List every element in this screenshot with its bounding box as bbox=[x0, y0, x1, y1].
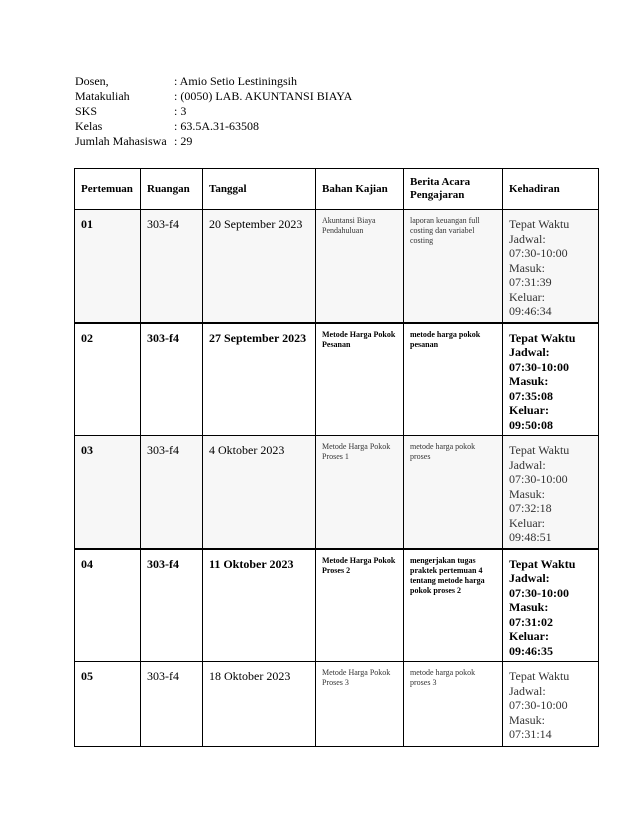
attendance-table bbox=[74, 168, 599, 747]
header-pertemuan: Pertemuan bbox=[75, 169, 141, 210]
masuk-value: 07:35:08 bbox=[509, 388, 553, 403]
table-row bbox=[75, 662, 599, 747]
sks-row bbox=[75, 104, 352, 119]
dosen-label: Dosen, bbox=[75, 74, 109, 88]
kehadiran-cell bbox=[503, 436, 599, 549]
kehadiran-cell bbox=[503, 210, 599, 323]
berita-cell: mengerjakan tugas praktek pertemuan 4 tentang metode harga pokok proses 2 bbox=[404, 549, 503, 662]
jadwal-label: Jadwal: bbox=[509, 457, 546, 472]
ruangan-cell: 303-f4 bbox=[141, 436, 203, 549]
status-text: Tepat Waktu bbox=[509, 217, 570, 231]
jadwal-value: 07:30-10:00 bbox=[509, 246, 568, 260]
keluar-value: 09:48:51 bbox=[509, 530, 552, 544]
masuk-value: 07:31:14 bbox=[509, 727, 552, 741]
keluar-label: Keluar: bbox=[509, 403, 549, 417]
pertemuan-cell: 04 bbox=[75, 549, 141, 662]
sks-value: : 3 bbox=[174, 104, 187, 118]
jumlah-value: : 29 bbox=[174, 134, 193, 148]
tanggal-cell: 27 September 2023 bbox=[203, 323, 316, 436]
kelas-label: Kelas bbox=[75, 119, 103, 133]
jadwal-value: 07:30-10:00 bbox=[509, 585, 569, 600]
berita-cell: metode harga pokok proses bbox=[404, 436, 503, 549]
tanggal-cell: 20 September 2023 bbox=[203, 210, 316, 323]
masuk-label: Masuk: bbox=[509, 600, 549, 614]
header-tanggal: Tanggal bbox=[203, 169, 316, 210]
ruangan-cell: 303-f4 bbox=[141, 549, 203, 662]
header-bahan-kajian: Bahan Kajian bbox=[316, 169, 404, 210]
masuk-label: Masuk: bbox=[509, 374, 549, 388]
berita-cell: laporan keuangan full costing dan variabel costing bbox=[404, 210, 503, 323]
jadwal-label: Jadwal: bbox=[509, 345, 550, 359]
ruangan-cell: 303-f4 bbox=[141, 323, 203, 436]
table-header-row bbox=[75, 169, 599, 210]
table-row bbox=[75, 323, 599, 436]
pertemuan-cell: 02 bbox=[75, 323, 141, 436]
keluar-label: Keluar: bbox=[509, 515, 545, 530]
masuk-value: 07:31:39 bbox=[509, 275, 552, 289]
status-text: Tepat Waktu bbox=[509, 330, 576, 345]
tanggal-cell: 11 Oktober 2023 bbox=[203, 549, 316, 662]
keluar-label: Keluar: bbox=[509, 289, 545, 304]
header-kehadiran: Kehadiran bbox=[503, 169, 599, 210]
dosen-value: : Amio Setio Lestiningsih bbox=[174, 74, 298, 88]
course-info bbox=[75, 74, 352, 149]
kehadiran-cell bbox=[503, 662, 599, 747]
pertemuan-cell: 05 bbox=[75, 662, 141, 747]
keluar-label: Keluar: bbox=[509, 629, 549, 643]
jadwal-label: Jadwal: bbox=[509, 231, 546, 246]
table-row bbox=[75, 436, 599, 549]
bahan-cell: Akuntansi Biaya Pendahuluan bbox=[316, 210, 404, 323]
bahan-cell: Metode Harga Pokok Proses 3 bbox=[316, 662, 404, 747]
jadwal-value: 07:30-10:00 bbox=[509, 359, 569, 374]
bahan-cell: Metode Harga Pokok Proses 1 bbox=[316, 436, 404, 549]
status-text: Tepat Waktu bbox=[509, 443, 570, 457]
header-berita-acara: Berita Acara Pengajaran bbox=[404, 169, 503, 210]
matakuliah-label: Matakuliah bbox=[75, 89, 130, 103]
masuk-label: Masuk: bbox=[509, 712, 545, 727]
kehadiran-cell bbox=[503, 549, 599, 662]
masuk-value: 07:31:02 bbox=[509, 614, 553, 629]
keluar-value: 09:50:08 bbox=[509, 417, 553, 432]
sks-label: SKS bbox=[75, 104, 98, 118]
bahan-cell: Metode Harga Pokok Proses 2 bbox=[316, 549, 404, 662]
status-text: Tepat Waktu bbox=[509, 669, 570, 683]
table-row bbox=[75, 210, 599, 323]
header-ruangan: Ruangan bbox=[141, 169, 203, 210]
berita-cell: metode harga pokok pesanan bbox=[404, 323, 503, 436]
pertemuan-cell: 03 bbox=[75, 436, 141, 549]
status-text: Tepat Waktu bbox=[509, 556, 576, 571]
tanggal-cell: 4 Oktober 2023 bbox=[203, 436, 316, 549]
table-row bbox=[75, 549, 599, 662]
dosen-row bbox=[75, 74, 352, 89]
keluar-value: 09:46:35 bbox=[509, 643, 553, 658]
kelas-value: : 63.5A.31-63508 bbox=[174, 119, 259, 133]
tanggal-cell: 18 Oktober 2023 bbox=[203, 662, 316, 747]
pertemuan-cell: 01 bbox=[75, 210, 141, 323]
berita-cell: metode harga pokok proses 3 bbox=[404, 662, 503, 747]
ruangan-cell: 303-f4 bbox=[141, 210, 203, 323]
masuk-value: 07:32:18 bbox=[509, 501, 552, 515]
keluar-value: 09:46:34 bbox=[509, 304, 552, 318]
jadwal-value: 07:30-10:00 bbox=[509, 698, 568, 712]
jadwal-label: Jadwal: bbox=[509, 683, 546, 698]
jumlah-row bbox=[75, 134, 352, 149]
kehadiran-cell bbox=[503, 323, 599, 436]
jadwal-label: Jadwal: bbox=[509, 571, 550, 585]
jadwal-value: 07:30-10:00 bbox=[509, 472, 568, 486]
kelas-row bbox=[75, 119, 352, 134]
matakuliah-value: : (0050) LAB. AKUNTANSI BIAYA bbox=[174, 89, 353, 103]
masuk-label: Masuk: bbox=[509, 260, 545, 275]
jumlah-label: Jumlah Mahasiswa bbox=[75, 134, 167, 148]
bahan-cell: Metode Harga Pokok Pesanan bbox=[316, 323, 404, 436]
masuk-label: Masuk: bbox=[509, 486, 545, 501]
matakuliah-row bbox=[75, 89, 352, 104]
ruangan-cell: 303-f4 bbox=[141, 662, 203, 747]
